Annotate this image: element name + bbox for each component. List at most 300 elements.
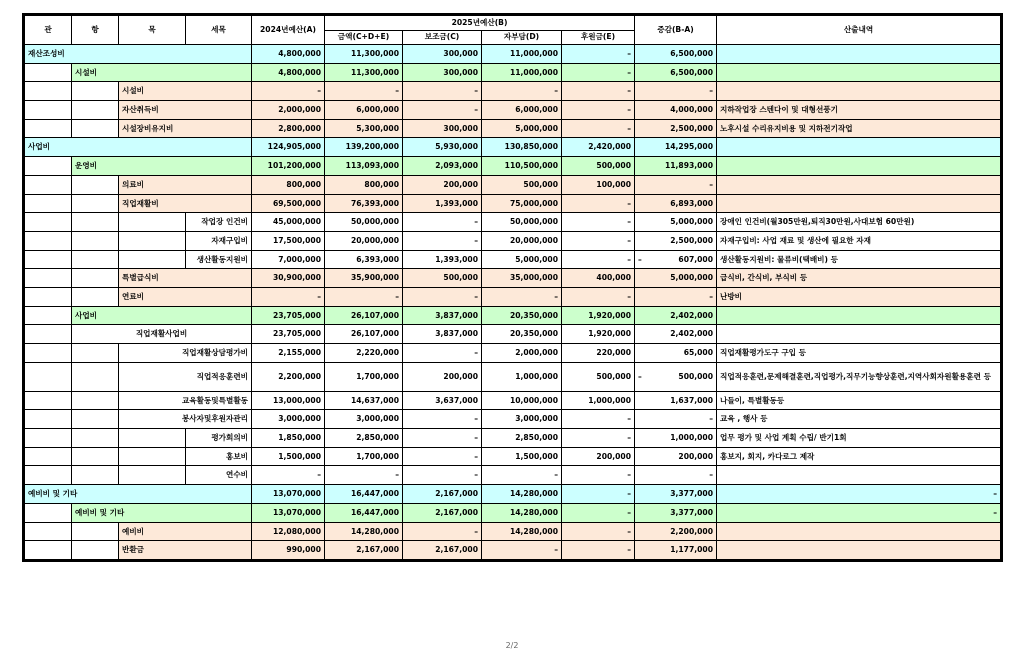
row-label: 시설비	[72, 63, 252, 82]
cell-support	[562, 194, 635, 213]
cell-value: 3,000,000	[356, 414, 399, 424]
indent-cell	[72, 541, 119, 560]
header-2024: 2024년예산(A)	[252, 16, 325, 45]
cell-diff	[635, 391, 717, 410]
cell-self	[482, 119, 562, 138]
cell-total	[325, 485, 403, 504]
cell-total	[325, 231, 403, 250]
cell-value: –	[317, 86, 321, 96]
cell-diff	[635, 213, 717, 232]
cell-v2024	[252, 45, 325, 64]
cell-value: 2,167,000	[435, 545, 478, 555]
cell-support	[562, 213, 635, 232]
indent-cell	[25, 447, 72, 466]
row-label: 의료비	[119, 175, 252, 194]
cell-value: –	[395, 86, 399, 96]
cell-total	[325, 63, 403, 82]
cell-diff	[635, 157, 717, 176]
indent-cell	[25, 344, 72, 363]
cell-value: –	[554, 86, 558, 96]
table-row	[25, 63, 1001, 82]
cell-value: 220,000	[596, 348, 631, 358]
indent-cell	[25, 63, 72, 82]
cell-diff	[635, 522, 717, 541]
cell-subsidy	[403, 213, 482, 232]
cell-value: 26,107,000	[350, 329, 399, 339]
cell-total	[325, 45, 403, 64]
cell-value: 1,500,000	[515, 451, 558, 461]
indent-cell	[72, 391, 119, 410]
indent-cell	[72, 410, 119, 429]
cell-subsidy	[403, 138, 482, 157]
cell-note	[717, 466, 1001, 485]
cell-subsidy	[403, 447, 482, 466]
cell-value: –	[627, 49, 631, 59]
table-row	[25, 541, 1001, 560]
cell-total	[325, 362, 403, 391]
cell-value: 300,000	[443, 67, 478, 77]
indent-cell	[72, 447, 119, 466]
cell-value: 2,500,000	[670, 235, 713, 245]
indent-cell	[25, 325, 72, 344]
row-label: 재산조성비	[25, 45, 252, 64]
cell-value: 800,000	[364, 179, 399, 189]
cell-value: 2,500,000	[670, 123, 713, 133]
cell-total	[325, 250, 403, 269]
cell-v2024	[252, 194, 325, 213]
cell-value: 2,167,000	[435, 507, 478, 517]
cell-diff	[635, 194, 717, 213]
cell-v2024	[252, 344, 325, 363]
cell-value: 3,837,000	[435, 329, 478, 339]
cell-value: 6,500,000	[670, 49, 713, 59]
budget-body	[25, 45, 1001, 560]
cell-value: 14,280,000	[509, 489, 558, 499]
cell-total	[325, 287, 403, 306]
cell-value: 100,000	[596, 179, 631, 189]
cell-v2024	[252, 541, 325, 560]
cell-diff	[635, 138, 717, 157]
cell-support	[562, 503, 635, 522]
row-label: 예비비	[119, 522, 252, 541]
cell-v2024	[252, 138, 325, 157]
cell-note	[717, 306, 1001, 325]
cell-subsidy	[403, 287, 482, 306]
indent-cell	[72, 429, 119, 448]
cell-value: 3,837,000	[435, 310, 478, 320]
cell-value: –	[474, 470, 478, 480]
header-subsidy: 보조금(C)	[403, 30, 482, 45]
cell-total	[325, 194, 403, 213]
cell-support	[562, 63, 635, 82]
cell-diff	[635, 503, 717, 522]
cell-value: –	[474, 433, 478, 443]
cell-v2024	[252, 466, 325, 485]
indent-cell	[25, 522, 72, 541]
cell-value: 26,107,000	[350, 310, 399, 320]
cell-self	[482, 157, 562, 176]
indent-cell	[72, 362, 119, 391]
cell-value: –	[627, 545, 631, 555]
indent-cell	[119, 466, 186, 485]
cell-note	[717, 157, 1001, 176]
cell-support	[562, 447, 635, 466]
cell-value: 20,350,000	[509, 329, 558, 339]
cell-support	[562, 82, 635, 101]
cell-value: –	[627, 507, 631, 517]
cell-note	[717, 138, 1001, 157]
cell-support	[562, 541, 635, 560]
table-row	[25, 429, 1001, 448]
table-row	[25, 287, 1001, 306]
cell-subsidy	[403, 306, 482, 325]
cell-value: 2,000,000	[515, 348, 558, 358]
cell-value: 400,000	[596, 273, 631, 283]
indent-cell	[119, 429, 186, 448]
cell-value: –	[474, 86, 478, 96]
indent-cell	[72, 522, 119, 541]
cell-note: 나들이, 특별활동등	[717, 391, 1001, 410]
cell-value: –	[709, 291, 713, 301]
indent-cell	[72, 82, 119, 101]
cell-diff	[635, 82, 717, 101]
header-semok: 세목	[186, 16, 252, 45]
cell-total	[325, 119, 403, 138]
header-support: 후원금(E)	[562, 30, 635, 45]
table-row	[25, 522, 1001, 541]
cell-value: 13,070,000	[272, 489, 321, 499]
cell-note: –	[717, 503, 1001, 522]
cell-value: 1,700,000	[356, 451, 399, 461]
cell-subsidy	[403, 101, 482, 120]
cell-subsidy	[403, 231, 482, 250]
cell-note: 급식비, 간식비, 부식비 등	[717, 269, 1001, 288]
table-row	[25, 82, 1001, 101]
cell-support	[562, 231, 635, 250]
cell-value: 2,000,000	[278, 105, 321, 115]
cell-value: 990,000	[286, 545, 321, 555]
cell-value: 2,155,000	[278, 348, 321, 358]
row-label: 홍보비	[186, 447, 252, 466]
cell-value: 14,280,000	[509, 526, 558, 536]
cell-note	[717, 63, 1001, 82]
cell-value: 2,200,000	[670, 526, 713, 536]
cell-total	[325, 344, 403, 363]
cell-note: 업무 평가 및 사업 계획 수립/ 반기1회	[717, 429, 1001, 448]
indent-cell	[25, 503, 72, 522]
cell-subsidy	[403, 485, 482, 504]
cell-note	[717, 541, 1001, 560]
cell-value: –	[317, 291, 321, 301]
cell-diff	[635, 447, 717, 466]
cell-self	[482, 344, 562, 363]
cell-value: –	[627, 470, 631, 480]
cell-v2024	[252, 287, 325, 306]
cell-value: 4,800,000	[278, 67, 321, 77]
cell-subsidy	[403, 391, 482, 410]
cell-subsidy	[403, 522, 482, 541]
cell-value: 14,280,000	[350, 526, 399, 536]
cell-value: –	[474, 526, 478, 536]
cell-note	[717, 522, 1001, 541]
cell-v2024	[252, 250, 325, 269]
header-note: 산출내역	[717, 16, 1001, 45]
cell-value: 14,280,000	[509, 507, 558, 517]
table-row	[25, 194, 1001, 213]
table-row	[25, 269, 1001, 288]
cell-subsidy	[403, 410, 482, 429]
cell-support	[562, 344, 635, 363]
cell-value: 500,000	[596, 371, 631, 381]
cell-value: –	[474, 217, 478, 227]
cell-v2024	[252, 269, 325, 288]
row-label: 운영비	[72, 157, 252, 176]
cell-self	[482, 325, 562, 344]
indent-cell	[25, 101, 72, 120]
cell-self	[482, 541, 562, 560]
indent-cell	[72, 287, 119, 306]
cell-value: 14,637,000	[350, 395, 399, 405]
table-row	[25, 231, 1001, 250]
cell-value: 5,300,000	[356, 123, 399, 133]
cell-value: –	[709, 414, 713, 424]
cell-diff	[635, 45, 717, 64]
cell-value: –	[627, 254, 631, 264]
cell-self	[482, 522, 562, 541]
indent-cell	[72, 269, 119, 288]
cell-support	[562, 306, 635, 325]
cell-support	[562, 410, 635, 429]
cell-value: 2,200,000	[278, 371, 321, 381]
indent-cell	[25, 541, 72, 560]
indent-cell	[25, 213, 72, 232]
cell-v2024	[252, 175, 325, 194]
indent-cell	[72, 231, 119, 250]
indent-cell	[25, 175, 72, 194]
indent-cell	[119, 447, 186, 466]
cell-total	[325, 213, 403, 232]
cell-diff	[635, 362, 717, 391]
negative-sign: –	[638, 254, 642, 264]
cell-value: 1,850,000	[278, 433, 321, 443]
table-row	[25, 447, 1001, 466]
row-label: 평가회의비	[186, 429, 252, 448]
cell-value: 3,000,000	[515, 414, 558, 424]
cell-value: 500,000	[523, 179, 558, 189]
indent-cell	[25, 410, 72, 429]
row-label: 직업재활사업비	[72, 325, 252, 344]
cell-subsidy	[403, 175, 482, 194]
cell-v2024	[252, 213, 325, 232]
row-label: 자재구입비	[186, 231, 252, 250]
cell-value: 30,900,000	[272, 273, 321, 283]
cell-value: 12,080,000	[272, 526, 321, 536]
cell-value: 1,393,000	[435, 254, 478, 264]
cell-value: 5,000,000	[670, 273, 713, 283]
indent-cell	[25, 119, 72, 138]
cell-diff	[635, 119, 717, 138]
cell-value: 35,900,000	[350, 273, 399, 283]
row-label: 직업재활비	[119, 194, 252, 213]
cell-value: –	[709, 470, 713, 480]
indent-cell	[72, 175, 119, 194]
cell-v2024	[252, 410, 325, 429]
cell-note: 홍보지, 회지, 카다로그 제작	[717, 447, 1001, 466]
cell-value: –	[474, 291, 478, 301]
cell-v2024	[252, 362, 325, 391]
cell-value: –	[554, 545, 558, 555]
row-label: 작업장 인건비	[186, 213, 252, 232]
cell-total	[325, 306, 403, 325]
cell-note: 장애인 인건비(월305만원,퇴직30만원,사대보험 60만원)	[717, 213, 1001, 232]
cell-total	[325, 541, 403, 560]
table-row	[25, 466, 1001, 485]
cell-self	[482, 429, 562, 448]
cell-value: –	[709, 86, 713, 96]
cell-v2024	[252, 63, 325, 82]
cell-value: –	[474, 105, 478, 115]
cell-self	[482, 194, 562, 213]
cell-value: 10,000,000	[509, 395, 558, 405]
cell-total	[325, 175, 403, 194]
cell-value: 101,200,000	[267, 161, 321, 171]
cell-value: 1,000,000	[588, 395, 631, 405]
cell-value: 607,000	[678, 254, 713, 264]
indent-cell	[119, 231, 186, 250]
cell-value: 1,920,000	[588, 329, 631, 339]
table-row	[25, 485, 1001, 504]
budget-sheet	[22, 13, 1003, 562]
cell-value: 2,420,000	[588, 142, 631, 152]
table-row	[25, 175, 1001, 194]
cell-note	[717, 194, 1001, 213]
cell-value: 35,000,000	[509, 273, 558, 283]
indent-cell	[72, 101, 119, 120]
cell-total	[325, 138, 403, 157]
cell-note	[717, 82, 1001, 101]
cell-support	[562, 391, 635, 410]
cell-value: 45,000,000	[272, 217, 321, 227]
cell-self	[482, 63, 562, 82]
cell-value: 16,447,000	[350, 507, 399, 517]
cell-note	[717, 175, 1001, 194]
table-row	[25, 213, 1001, 232]
cell-value: –	[627, 433, 631, 443]
cell-subsidy	[403, 466, 482, 485]
negative-sign: –	[638, 371, 642, 381]
cell-value: 5,000,000	[515, 254, 558, 264]
cell-value: 6,000,000	[515, 105, 558, 115]
cell-note	[717, 325, 1001, 344]
cell-value: –	[474, 451, 478, 461]
indent-cell	[25, 194, 72, 213]
row-label: 생산활동지원비	[186, 250, 252, 269]
cell-value: 200,000	[443, 371, 478, 381]
table-row	[25, 306, 1001, 325]
cell-value: 2,850,000	[515, 433, 558, 443]
cell-value: 17,500,000	[272, 235, 321, 245]
cell-diff	[635, 175, 717, 194]
cell-diff	[635, 63, 717, 82]
cell-value: 300,000	[443, 49, 478, 59]
cell-self	[482, 101, 562, 120]
cell-value: 200,000	[678, 451, 713, 461]
cell-value: 20,000,000	[350, 235, 399, 245]
cell-note: 교육 , 행사 등	[717, 410, 1001, 429]
cell-support	[562, 119, 635, 138]
cell-note: 난방비	[717, 287, 1001, 306]
cell-value: 14,295,000	[664, 142, 713, 152]
cell-value: 1,000,000	[515, 371, 558, 381]
cell-subsidy	[403, 45, 482, 64]
cell-value: –	[627, 86, 631, 96]
cell-value: 13,000,000	[272, 395, 321, 405]
indent-cell	[72, 250, 119, 269]
cell-value: 3,637,000	[435, 395, 478, 405]
cell-total	[325, 325, 403, 344]
cell-value: –	[627, 105, 631, 115]
cell-value: 1,000,000	[670, 433, 713, 443]
cell-subsidy	[403, 362, 482, 391]
table-row	[25, 503, 1001, 522]
cell-value: –	[627, 489, 631, 499]
cell-value: 11,000,000	[509, 49, 558, 59]
row-label: 직업재활상담평가비	[119, 344, 252, 363]
row-label: 예비비 및 기타	[72, 503, 252, 522]
cell-v2024	[252, 447, 325, 466]
indent-cell	[25, 250, 72, 269]
cell-note: 직업적응훈련,문제해결훈련,직업평가,직무기능향상훈련,지역사회자원활용훈련 등	[717, 362, 1001, 391]
header-gwan: 관	[25, 16, 72, 45]
indent-cell	[72, 119, 119, 138]
indent-cell	[25, 391, 72, 410]
cell-value: 2,800,000	[278, 123, 321, 133]
cell-note: –	[717, 485, 1001, 504]
cell-self	[482, 362, 562, 391]
cell-support	[562, 429, 635, 448]
cell-v2024	[252, 157, 325, 176]
cell-total	[325, 391, 403, 410]
cell-subsidy	[403, 429, 482, 448]
cell-subsidy	[403, 119, 482, 138]
cell-value: –	[627, 198, 631, 208]
cell-diff	[635, 231, 717, 250]
cell-self	[482, 231, 562, 250]
cell-value: 113,093,000	[345, 161, 399, 171]
indent-cell	[72, 466, 119, 485]
cell-note: 자재구입비: 사업 재료 및 생산에 필요한 자재	[717, 231, 1001, 250]
cell-total	[325, 503, 403, 522]
cell-v2024	[252, 522, 325, 541]
cell-total	[325, 447, 403, 466]
cell-total	[325, 157, 403, 176]
cell-value: 139,200,000	[345, 142, 399, 152]
cell-value: –	[474, 414, 478, 424]
cell-value: 110,500,000	[504, 161, 558, 171]
indent-cell	[119, 250, 186, 269]
cell-value: –	[627, 235, 631, 245]
cell-value: 6,893,000	[670, 198, 713, 208]
cell-value: 1,500,000	[278, 451, 321, 461]
cell-value: 4,000,000	[670, 105, 713, 115]
cell-v2024	[252, 82, 325, 101]
cell-self	[482, 82, 562, 101]
cell-support	[562, 101, 635, 120]
indent-cell	[25, 287, 72, 306]
cell-value: –	[554, 291, 558, 301]
cell-self	[482, 45, 562, 64]
cell-support	[562, 250, 635, 269]
